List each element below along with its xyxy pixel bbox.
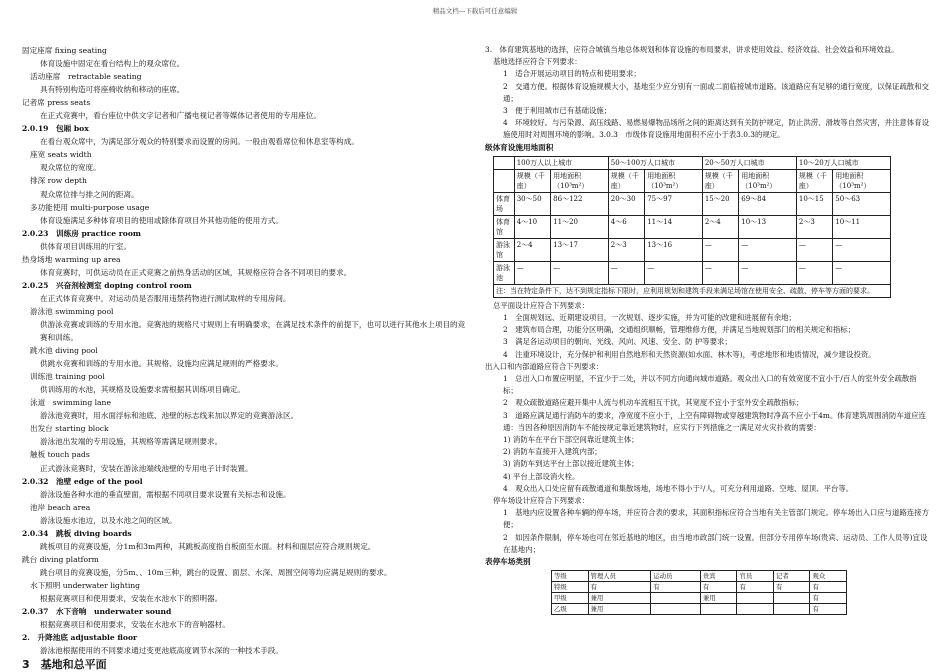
table-cell: 有 bbox=[810, 582, 847, 593]
text-line: 3. 体育建筑基地的选择，应符合城镇当地总体规划和体育设施的布局要求，讲求使用效益、经济效益、社会效益和环境效益。 bbox=[485, 45, 899, 54]
table-cell: — bbox=[702, 238, 738, 261]
table1-sub-area: 用地面积（10³m²） bbox=[645, 169, 703, 192]
text-line: 4) 平台上部设消火栓。 bbox=[503, 471, 580, 481]
text-line: 在正式体育竞赛中，对运动员是否服用违禁药物进行测试取样的专用房间。 bbox=[40, 293, 291, 303]
table-cell: 乙级 bbox=[552, 604, 589, 615]
text-line: 正式游泳竞赛时，安装在游泳池端线池壁的专用电子计时装置。 bbox=[40, 463, 253, 473]
text-line: 3 便于利用城市已有基础设施； bbox=[503, 106, 612, 116]
text-line: 多功能使用 multi-purpose usage bbox=[30, 202, 150, 212]
table-cell: 2～4 bbox=[702, 215, 738, 238]
table-cell: 2～3 bbox=[796, 215, 832, 238]
table-cell: 2～3 bbox=[608, 238, 644, 261]
column-header: 管理人员 bbox=[588, 571, 651, 582]
table-cell: 特级 bbox=[552, 582, 589, 593]
text-line: 3) 消防车到达平台上部以接近建筑主体； bbox=[503, 459, 639, 469]
text-line: 固定座席 fixing seating bbox=[22, 46, 107, 55]
text-line: 跳板项目的竞赛设施，分1m和3m两种，其跳板高度指自板面至水面。材料和面层应符合规则规定。 bbox=[40, 541, 376, 551]
table-cell bbox=[700, 604, 737, 615]
text-line: 2.0.19 包厢 box bbox=[22, 124, 89, 134]
text-line: 观众席位的宽度。 bbox=[40, 163, 101, 173]
text-line: 2 交通方便。根据体育设施规模大小，基地至少应分别有一面或二面临接城市道路。该道路应有足够的通行宽度，以保证疏散和交通； bbox=[503, 81, 929, 103]
text-line: 体育设施中固定在看台结构上的观众席位。 bbox=[40, 59, 185, 69]
text-line: 基地选择应符合下列要求： bbox=[493, 57, 582, 67]
text-line: 排深 row depth bbox=[30, 176, 87, 186]
text-line: 供跳水竞赛和训练的专用水池。其规格、设施均应满足规则的严格要求。 bbox=[40, 359, 283, 369]
table1-sub-scale: 规模（千座） bbox=[702, 169, 738, 192]
table-cell: 2～4 bbox=[514, 238, 550, 261]
text-line: 池岸 beach area bbox=[30, 502, 91, 512]
text-line: 游泳池出发端的专用设施，其规格等需满足规则要求。 bbox=[40, 437, 223, 447]
text-line: 供体育项目训练用的厅室。 bbox=[40, 241, 132, 251]
text-line: 游泳池 swimming pool bbox=[30, 306, 114, 316]
text-line: 2 建筑布局合理，功能分区明确，交通组织顺畅，管理维修方便，并满足当地规划部门的相关规定和指标； bbox=[503, 325, 856, 335]
table-cell bbox=[773, 593, 810, 604]
table-cell bbox=[773, 604, 810, 615]
text-line: 1 基地内应设置各种车辆的停车场，并应符合表的要求，其面积指标应符合当地有关主管部门规定。停车场出入口应与道路连接方便； bbox=[503, 508, 929, 530]
text-line: 观众席位排与排之间的距离。 bbox=[40, 189, 139, 199]
text-line: 游泳设施各种水池的垂直壁面，需根据不同项目要求设置有关标志和设施。 bbox=[40, 489, 291, 499]
left-column bbox=[22, 44, 470, 672]
table-cell: — bbox=[739, 261, 797, 284]
table1-sub-area: 用地面积（10³m²） bbox=[551, 169, 609, 192]
text-line: 1) 消防车在平台下部空间靠近建筑主体； bbox=[503, 435, 639, 445]
table1-sub-area: 用地面积（10³m²） bbox=[739, 169, 797, 192]
text-line: 2) 消防车直接开入建筑内部； bbox=[503, 447, 602, 457]
text-line: 2 如因条件限制，停车场也可在邻近基地的地区，由当地市政部门统一设置。但部分专用停车场(贵宾、运动员、工作人员等)宜设在基地内； bbox=[503, 532, 928, 554]
table1-corner-2 bbox=[494, 169, 515, 192]
column-header: 贵宾 bbox=[700, 571, 737, 582]
table-row bbox=[552, 604, 847, 615]
table-cell: — bbox=[645, 261, 703, 284]
text-line: 2. 升降池底 adjustable floor bbox=[22, 633, 138, 643]
text-line: 根据竞赛项目和使用要求，安装在水池水下的音响器材。 bbox=[40, 620, 230, 630]
text-line: 供游泳竞赛或训练的专用水池。竞赛池的规格尺寸规则上有明确要求，在满足技术条件的前提下，也可以进行其他水上项目的竞赛和训练。 bbox=[40, 319, 466, 343]
column-header: 观众 bbox=[810, 571, 847, 582]
table-cell: 有 bbox=[773, 582, 810, 593]
text-line: 2 观众疏散道路应避开集中人流与机动车流相互干扰，其宽度不宜小于室外安全疏散指标； bbox=[503, 398, 804, 408]
table-cell: 有 bbox=[810, 593, 847, 604]
table-cell: 4～10 bbox=[514, 215, 550, 238]
column-header: 等级 bbox=[552, 571, 589, 582]
text-line: 触板 touch pads bbox=[30, 450, 90, 460]
text-line: 2.0.32 池壁 edge of the pool bbox=[22, 476, 143, 486]
text-line: 训练池 training pool bbox=[30, 372, 105, 382]
table-cell: 兼用 bbox=[588, 593, 651, 604]
table-cell: — bbox=[551, 261, 609, 284]
row-label: 体育场 bbox=[494, 192, 515, 215]
text-line: 1 适合开展运动项目的特点和使用要求； bbox=[503, 69, 641, 79]
text-line: 活动座席 retractable seating bbox=[30, 72, 142, 82]
text-line: 泳道 swimming lane bbox=[30, 398, 111, 408]
table-cell bbox=[737, 593, 774, 604]
table-cell: 13～17 bbox=[551, 238, 609, 261]
table-cell: 69～84 bbox=[739, 192, 797, 215]
row-label: 游泳馆 bbox=[494, 238, 515, 261]
table-cell: 有 bbox=[737, 582, 774, 593]
table-cell: 4～6 bbox=[608, 215, 644, 238]
text-line: 水下照明 underwater lighting bbox=[30, 580, 141, 590]
table-cell: 有 bbox=[651, 582, 701, 593]
text-line: 跳台 diving platform bbox=[22, 554, 99, 564]
text-line: 总平面设计应符合下列要求： bbox=[493, 300, 590, 310]
land-area-table bbox=[493, 156, 891, 298]
text-line: 4 注重环境设计，充分保护和利用自然地形和天然资源(如水面、林木等)，考虑地形和地质情况，减少建设投资。 bbox=[503, 349, 876, 359]
text-line: 供训练用的水池，其规格及设施要求需根据其训练项目确定。 bbox=[40, 385, 246, 395]
right-bottom-text-block bbox=[485, 300, 930, 556]
text-line: 热身场地 warming up area bbox=[22, 254, 121, 264]
text-line: 出入口和内部道路应符合下列要求： bbox=[485, 361, 604, 371]
table-cell: 11～14 bbox=[645, 215, 703, 238]
table-row bbox=[552, 593, 847, 604]
table1-body bbox=[494, 192, 891, 284]
table-row bbox=[494, 261, 891, 284]
text-line: 3 道路应满足通行消防车的要求，净宽度不应小于，上空有障碍物或穿越建筑物时净高不应小于4m。体育建筑周围消防车道应连通：当因各种原因消防车不能按规定靠近建筑物时，应实行下列措施之一满足对火灾扑救的需要： bbox=[503, 410, 926, 432]
table-cell: — bbox=[702, 261, 738, 284]
table-cell: 50～63 bbox=[833, 192, 891, 215]
table-cell: — bbox=[608, 261, 644, 284]
table-row bbox=[494, 238, 891, 261]
text-line: 2.0.34 跳板 diving boards bbox=[22, 528, 132, 538]
table-cell bbox=[651, 604, 701, 615]
text-line: 体育竞赛时，可供运动员在正式竞赛之前热身活动的区域，其规格应符合各不同项目的要求。 bbox=[40, 267, 352, 277]
text-line: 游泳池竞赛时，用水面浮标和池底、池壁的标志线来加以界定的竞赛游泳区。 bbox=[40, 411, 299, 421]
table-cell: 75～97 bbox=[645, 192, 703, 215]
column-header: 记者 bbox=[773, 571, 810, 582]
table1-sub-scale: 规模（千座） bbox=[608, 169, 644, 192]
right-top-text-block bbox=[485, 44, 930, 142]
table-cell: 30～50 bbox=[514, 192, 550, 215]
page-header: 精品文档---下载后可任意编辑 bbox=[432, 7, 518, 15]
table-cell: 11～20 bbox=[551, 215, 609, 238]
text-line: 2.0.37 水下音响 underwater sound bbox=[22, 607, 172, 617]
row-label: 游泳池 bbox=[494, 261, 515, 284]
text-line: 1 总出入口布置应明显，不宜少于二处，并以不同方向通向城市道路。观众出入口的有效宽度不宜小于/百人的室外安全疏散指标； bbox=[503, 374, 917, 396]
text-line: 2.0.25 兴奋剂检测室 doping control room bbox=[22, 280, 192, 290]
right-column bbox=[485, 44, 930, 615]
text-line: 4 环境较好。与污染源、高压线路、易燃易爆物品场所之间的距离达到有关防护规定，防止洪涝、滑坡等自然灾害，并注意体育设施使用时对周围环境的影响。3.0.3 市级体育设施用地面积不应小于表3.0.3的规定。 bbox=[503, 118, 929, 140]
table-cell bbox=[651, 593, 701, 604]
table-cell: 10～13 bbox=[739, 215, 797, 238]
table-cell: 10～11 bbox=[833, 215, 891, 238]
text-line: 体育设施满足多种体育项目的使用或除体育项目外其他功能的使用方式。 bbox=[40, 215, 283, 225]
table1-note: 注：当在特定条件下，达不到规定指标下限时，应利用规划和建筑手段来满足场馆在使用安全、疏散、停车等方面的要求。 bbox=[494, 284, 891, 297]
table1-title: 级体育设施用地面积 bbox=[485, 142, 554, 152]
table-cell: 兼用 bbox=[588, 604, 651, 615]
table1-corner bbox=[494, 156, 515, 169]
table-cell: 有 bbox=[588, 582, 651, 593]
text-line: 1 全面规划远、近期建设项目，一次规划、逐步实施，并为可能的改建和进展留有余地； bbox=[503, 313, 796, 323]
table-cell: 有 bbox=[700, 582, 737, 593]
row-label: 体育馆 bbox=[494, 215, 515, 238]
section-title: 3 基地和总平面 bbox=[22, 658, 107, 672]
table1-group-2: 20～50万人口城市 bbox=[702, 156, 796, 169]
table1-group-0: 100万人以上城市 bbox=[514, 156, 608, 169]
table-row bbox=[494, 215, 891, 238]
text-line: 在看台观众席中，为满足部分观众的特别要求而设置的房间。一般由观看席位和休息室等构成。 bbox=[40, 137, 359, 147]
parking-table bbox=[551, 570, 847, 615]
table-row bbox=[494, 192, 891, 215]
text-line: 3 满足各运动项目的朝向、光线、风向、风速、安全、防 护等要求； bbox=[503, 337, 732, 347]
table1-group-1: 50～100万人口城市 bbox=[608, 156, 702, 169]
table-cell: 13～16 bbox=[645, 238, 703, 261]
text-line: 在正式竞赛中，看台座位中供文字记者和广播电视记者等媒体记者使用的专用座位。 bbox=[40, 111, 321, 121]
left-text-block bbox=[22, 44, 470, 657]
table-cell: 兼用 bbox=[700, 593, 737, 604]
table-cell: 15～20 bbox=[702, 192, 738, 215]
text-line: 座宽 seats width bbox=[30, 150, 92, 160]
table-cell: 10～15 bbox=[796, 192, 832, 215]
table2-body bbox=[552, 571, 847, 615]
table1-sub-area: 用地面积（10³m²） bbox=[833, 169, 891, 192]
table-cell bbox=[737, 604, 774, 615]
table-cell: — bbox=[796, 238, 832, 261]
table-cell: — bbox=[833, 238, 891, 261]
text-line: 跳台项目的竞赛设施，分5m、、10m三种，跳台的设置、面层、水深、周围空间等均应满足规则的要求。 bbox=[40, 567, 392, 577]
table-cell: 86～122 bbox=[551, 192, 609, 215]
table-cell: — bbox=[514, 261, 550, 284]
text-line: 游泳池根据使用的不同要求通过变更池底高度调节水深的一种技术手段。 bbox=[40, 646, 283, 656]
table1-sub-scale: 规模（千座） bbox=[796, 169, 832, 192]
table-cell: 20～30 bbox=[608, 192, 644, 215]
text-line: 根据竞赛项目和使用要求，安装在水池水下的照明器。 bbox=[40, 593, 223, 603]
table1-group-3: 10～20万人口城市 bbox=[796, 156, 890, 169]
text-line: 记者席 press seats bbox=[22, 98, 91, 108]
text-line: 具有特别构造可将座椅收纳和移动的座席。 bbox=[40, 85, 185, 95]
column-header: 运动员 bbox=[651, 571, 701, 582]
table-row bbox=[552, 582, 847, 593]
text-line: 4 观众出入口处应留有疏散通道和集散场地，场地不得小于²/人，可充分利用道路、空地、屋顶、平台等。 bbox=[503, 483, 854, 493]
table-header-row bbox=[552, 571, 847, 582]
table-cell: — bbox=[796, 261, 832, 284]
table-cell: — bbox=[833, 261, 891, 284]
text-line: 跳水池 diving pool bbox=[30, 346, 98, 356]
table-cell: — bbox=[739, 238, 797, 261]
text-line: 停车场设计应符合下列要求： bbox=[493, 496, 590, 506]
table1-sub-scale: 规模（千座） bbox=[514, 169, 550, 192]
text-line: 游泳设施水池边，以及水池之间的区域。 bbox=[40, 515, 177, 525]
table-cell: 有 bbox=[810, 604, 847, 615]
table-cell: 甲级 bbox=[552, 593, 589, 604]
column-header: 官员 bbox=[737, 571, 774, 582]
table2-title: 表停车场类别 bbox=[485, 557, 531, 567]
text-line: 出发台 starting block bbox=[30, 424, 109, 434]
text-line: 2.0.23 训练房 practice room bbox=[22, 228, 141, 238]
